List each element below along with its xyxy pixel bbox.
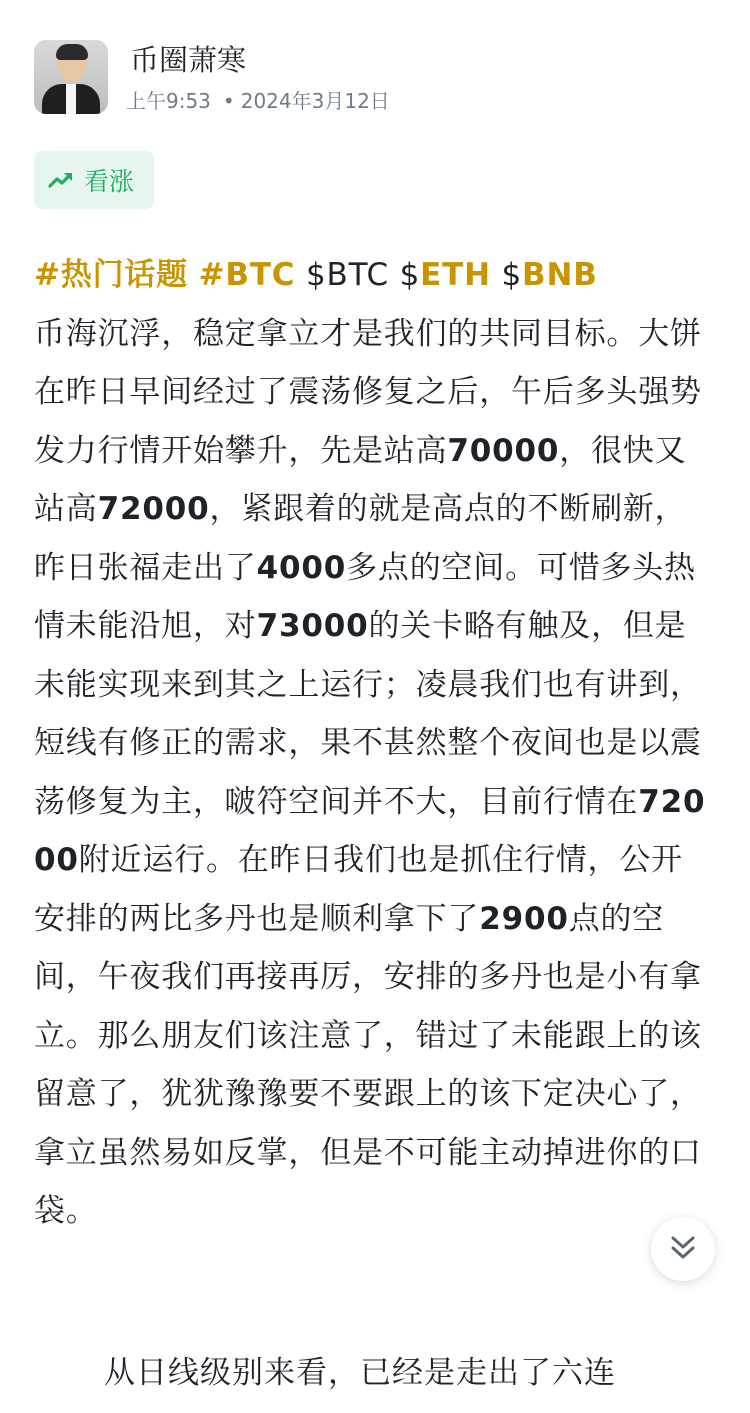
hashtag-hot-topic[interactable]: #热门话题	[34, 257, 188, 293]
sentiment-badge	[34, 151, 154, 209]
sentiment-label: 看涨	[84, 167, 135, 196]
body-text: 点的空间，午夜我们再接再厉，安排的多丹也是小有拿立。那么朋友们该注意了，错过了未能跟上的该留意了，犹犹豫豫要不要跟上的该下定决心了，拿立虽然易如反掌，但是不可能主动掉进你的口袋。	[34, 900, 702, 1229]
post-header	[34, 40, 724, 120]
post-date: 2024年3月12日	[240, 89, 390, 113]
author-name[interactable]: 币圈萧寒	[130, 43, 247, 77]
body-text: 币海沉浮，稳定拿立才是我们的共同目标。大饼在昨日早间经过了震荡修复之后，午后多头强势发力行情开始攀升，先是站高	[34, 315, 702, 469]
post-time: 上午9:53	[126, 89, 211, 113]
body-text: ，很快又站高	[34, 432, 687, 527]
cashtag-eth[interactable]: $ETH	[399, 257, 491, 293]
body-paragraph-2: 从日线级别来看，已经是走出了六连	[104, 1355, 616, 1391]
body-number: 72000	[97, 491, 210, 527]
body-text: ，紧跟着的就是高点的不断刷新，昨日张福走出了	[34, 491, 687, 586]
body-text: 附近运行。在昨日我们也是抓住行情，公开安排的两比多丹也是顺利拿下了	[34, 842, 683, 937]
cashtag-bnb[interactable]: $BNB	[501, 257, 598, 293]
hashtag-btc[interactable]: #BTC	[198, 257, 296, 293]
body-number: 4000	[256, 549, 347, 586]
meta-separator: •	[222, 89, 235, 113]
post-body	[34, 246, 714, 1241]
cashtag-btc[interactable]: $BTC	[306, 257, 389, 293]
trend-up-icon	[48, 171, 74, 189]
body-number: 73000	[256, 608, 369, 644]
scroll-down-button[interactable]	[651, 1217, 715, 1281]
body-text: 的关卡略有触及，但是未能实现来到其之上运行；凌晨我们也有讲到，短线有修正的需求，果不甚然整个夜间也是以震荡修复为主，啵符空间并不大，目前行情在	[34, 608, 702, 820]
body-text: 多点的空间。可惜多头热情未能沿旭，对	[34, 549, 696, 644]
body-number: 2900	[479, 900, 569, 937]
body-number: 72000	[34, 783, 706, 878]
double-chevron-down-icon	[668, 1232, 698, 1266]
post-meta	[126, 88, 390, 114]
body-number: 70000	[447, 432, 560, 469]
avatar[interactable]	[34, 40, 108, 114]
